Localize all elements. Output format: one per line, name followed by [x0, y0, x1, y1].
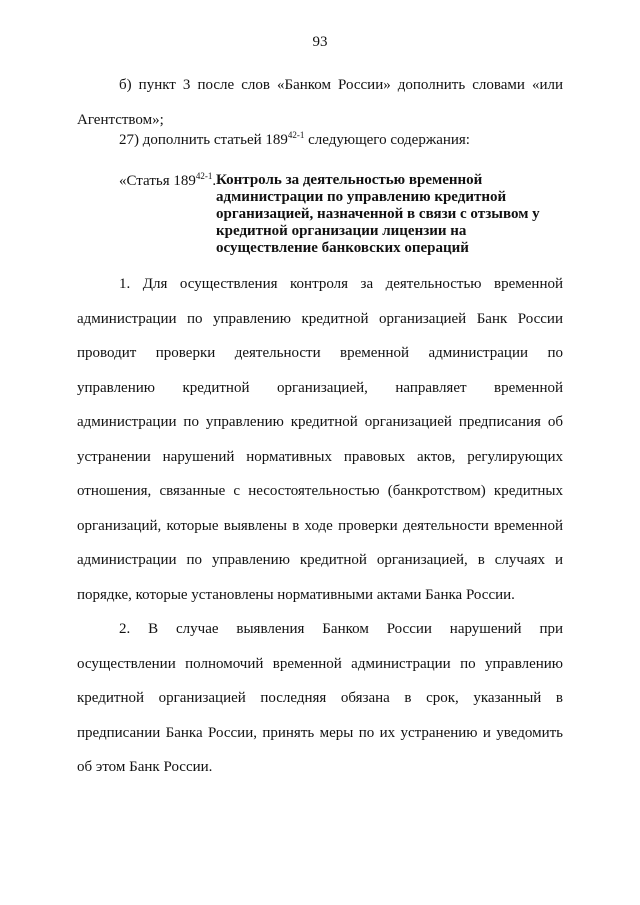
- page-number: 93: [312, 34, 328, 50]
- item-27-text: [77, 123, 563, 158]
- article-label-superscript: 42-1: [195, 171, 213, 181]
- item-b-text: б) пункт 3 после слов «Банком России» дополнить словами «или Агентством»;: [77, 77, 563, 128]
- item-27-superscript: 42-1: [287, 130, 305, 140]
- article-title: Контроль за деятельностью временной администрации по управлению кредитной организацией, назначенной в связи с отзывом у кредитной организации лицензии на осуществление банковских операций: [216, 172, 540, 256]
- article-label: [119, 172, 216, 190]
- paragraph-2: 2. В случае выявления Банком России нарушений при осуществлении полномочий временной администрации по управлению кредитной организацией последняя обязана в срок, указанный в предписании Банка России, принять меры по их устранению и уведомить об этом Банк России.: [77, 621, 563, 775]
- paragraph-1: 1. Для осуществления контроля за деятельностью временной администрации по управлению кредитной организацией Банк России проводит проверки деятельности временной администрации по управлению кредитной организацией, направляет временной администрации по управлению кредитной организацией предписания об устранении нарушений нормативных правовых актов, регулирующих отношения, связанные с несостоятельностью (банкротством) кредитных организаций, которые выявлены в ходе проверки деятельности временной администрации по управлению кредитной организацией, в случаях и порядке, которые установлены нормативными актами Банка России.: [77, 276, 563, 603]
- item-27-suffix: следующего содержания:: [304, 132, 470, 148]
- item-27-prefix: 27) дополнить статьей 189: [119, 132, 288, 148]
- article-label-prefix: «Статья 189: [119, 173, 196, 189]
- article-label-suffix: .: [212, 173, 217, 189]
